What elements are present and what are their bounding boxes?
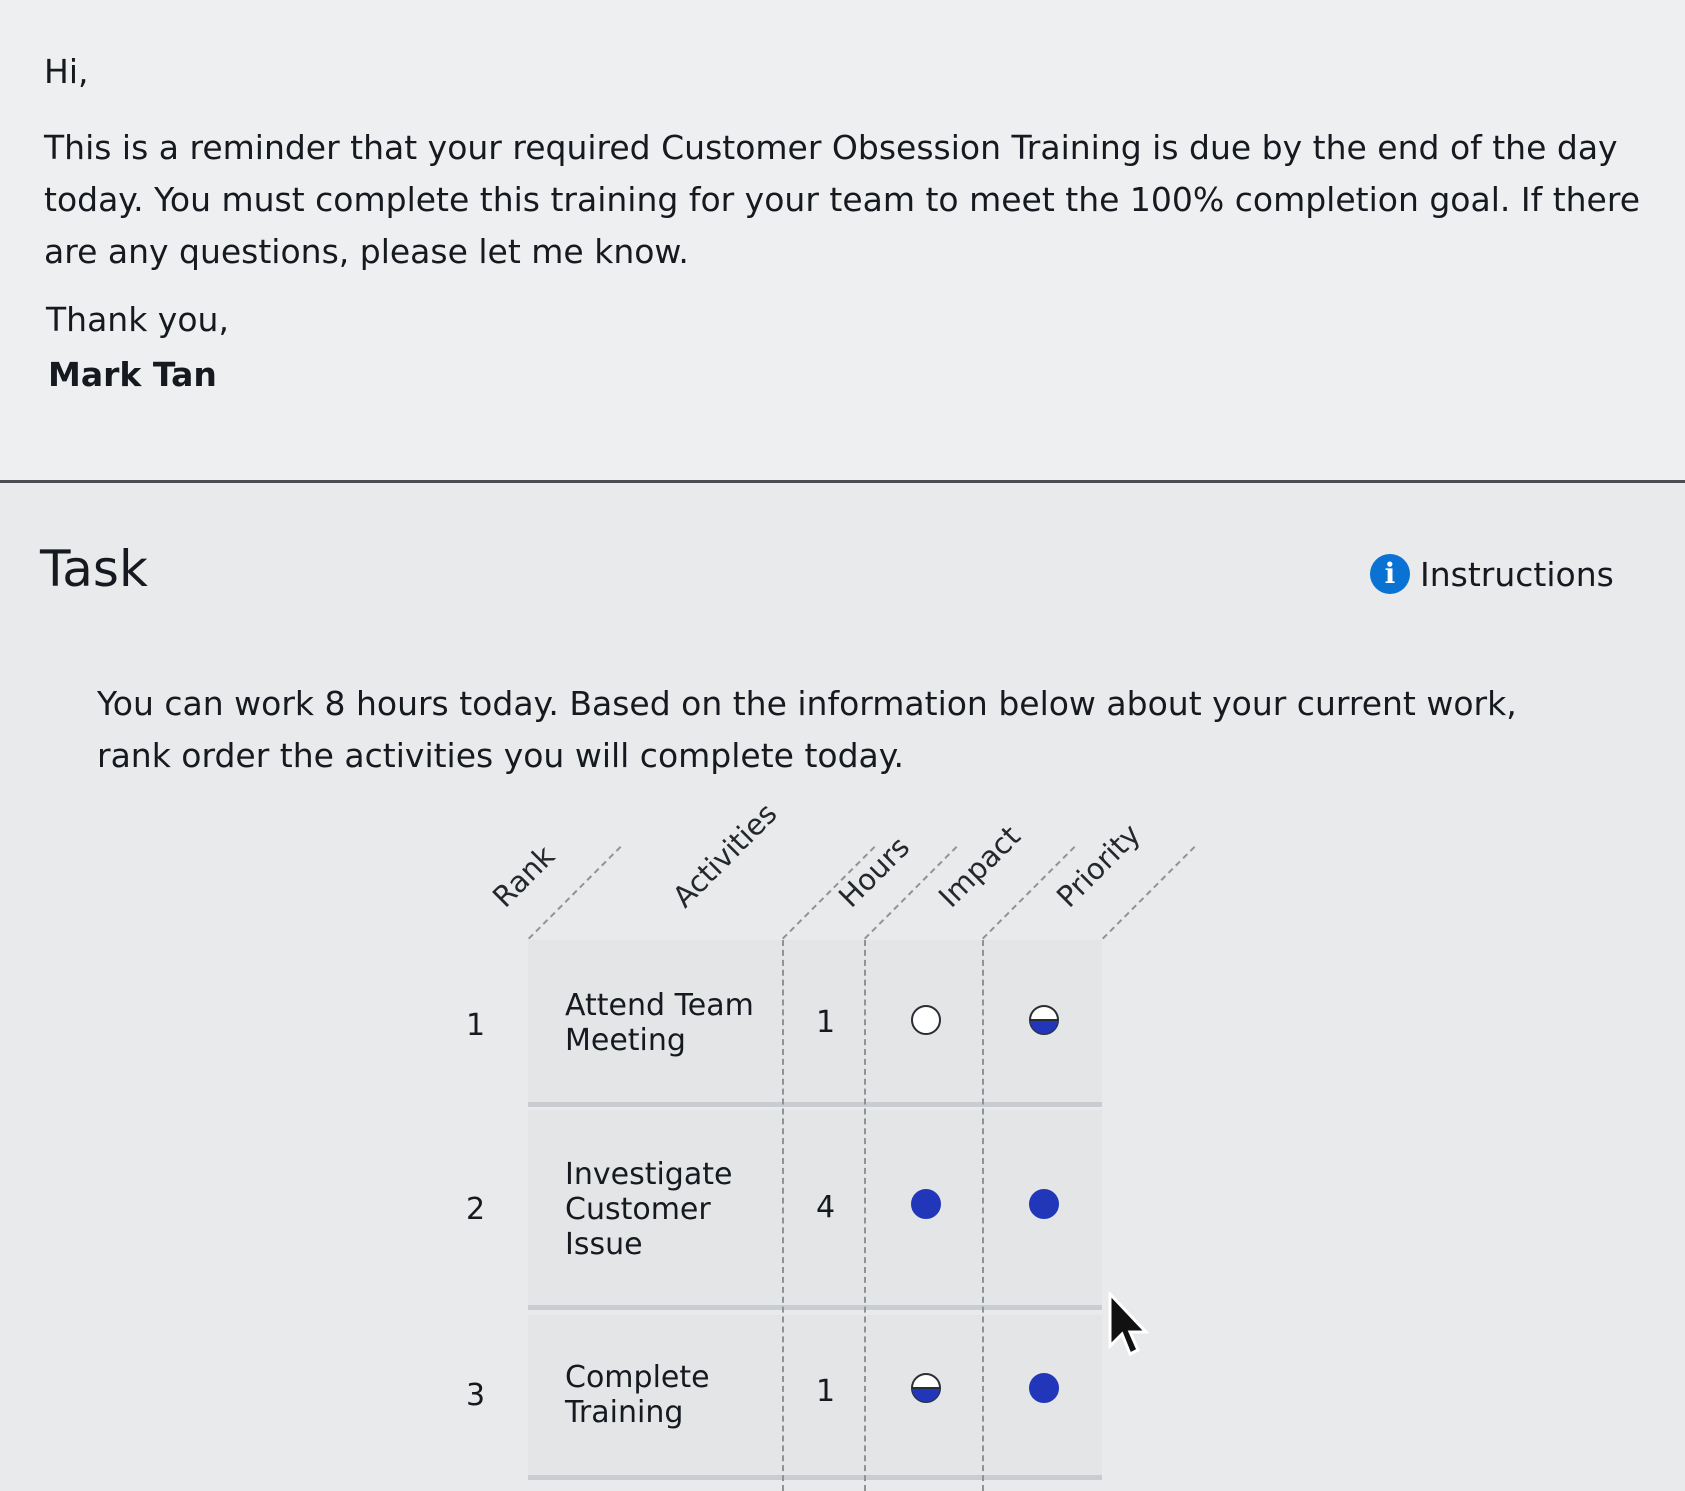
hours-value: 4 — [816, 1190, 836, 1225]
priority-indicator — [1027, 1187, 1061, 1221]
rank-number: 2 — [466, 1192, 486, 1227]
header-rank: Rank — [485, 838, 562, 914]
column-divider — [982, 940, 984, 1491]
hours-value: 1 — [816, 1005, 836, 1040]
column-divider — [864, 940, 866, 1491]
task-title: Task — [40, 540, 148, 598]
mouse-cursor-icon — [1108, 1292, 1152, 1362]
task-prompt: You can work 8 hours today. Based on the information below about your current work, rank order the activities you will complete today. — [97, 684, 1517, 775]
header-activities: Activities — [665, 796, 784, 914]
header-hours: Hours — [831, 829, 917, 914]
impact-indicator — [909, 1371, 943, 1405]
priority-indicator — [1027, 1003, 1061, 1037]
instructions-label: Instructions — [1420, 554, 1614, 594]
impact-indicator — [909, 1187, 943, 1221]
column-divider — [782, 940, 784, 1491]
info-icon: i — [1370, 554, 1410, 594]
activity-name: Attend Team Meeting — [565, 988, 754, 1058]
activity-name: Complete Training — [565, 1360, 710, 1430]
header-impact: Impact — [931, 819, 1027, 914]
email-message — [0, 0, 1685, 483]
email-greeting: Hi, — [44, 52, 89, 91]
rank-number: 3 — [466, 1378, 486, 1413]
rank-number: 1 — [466, 1008, 486, 1043]
instructions-button[interactable] — [1370, 552, 1614, 596]
priority-indicator — [1027, 1371, 1061, 1405]
hours-value: 1 — [816, 1374, 836, 1409]
email-signer: Mark Tan — [48, 355, 217, 394]
email-body: This is a reminder that your required Customer Obsession Training is due by the end of the day today. You must complete this training for your team to meet the 100% completion goal. If there are any questions, please let me know. — [44, 128, 1641, 271]
email-signoff: Thank you, — [46, 300, 229, 339]
impact-indicator — [909, 1003, 943, 1037]
header-priority: Priority — [1049, 816, 1147, 914]
activity-name: Investigate Customer Issue — [565, 1157, 733, 1262]
